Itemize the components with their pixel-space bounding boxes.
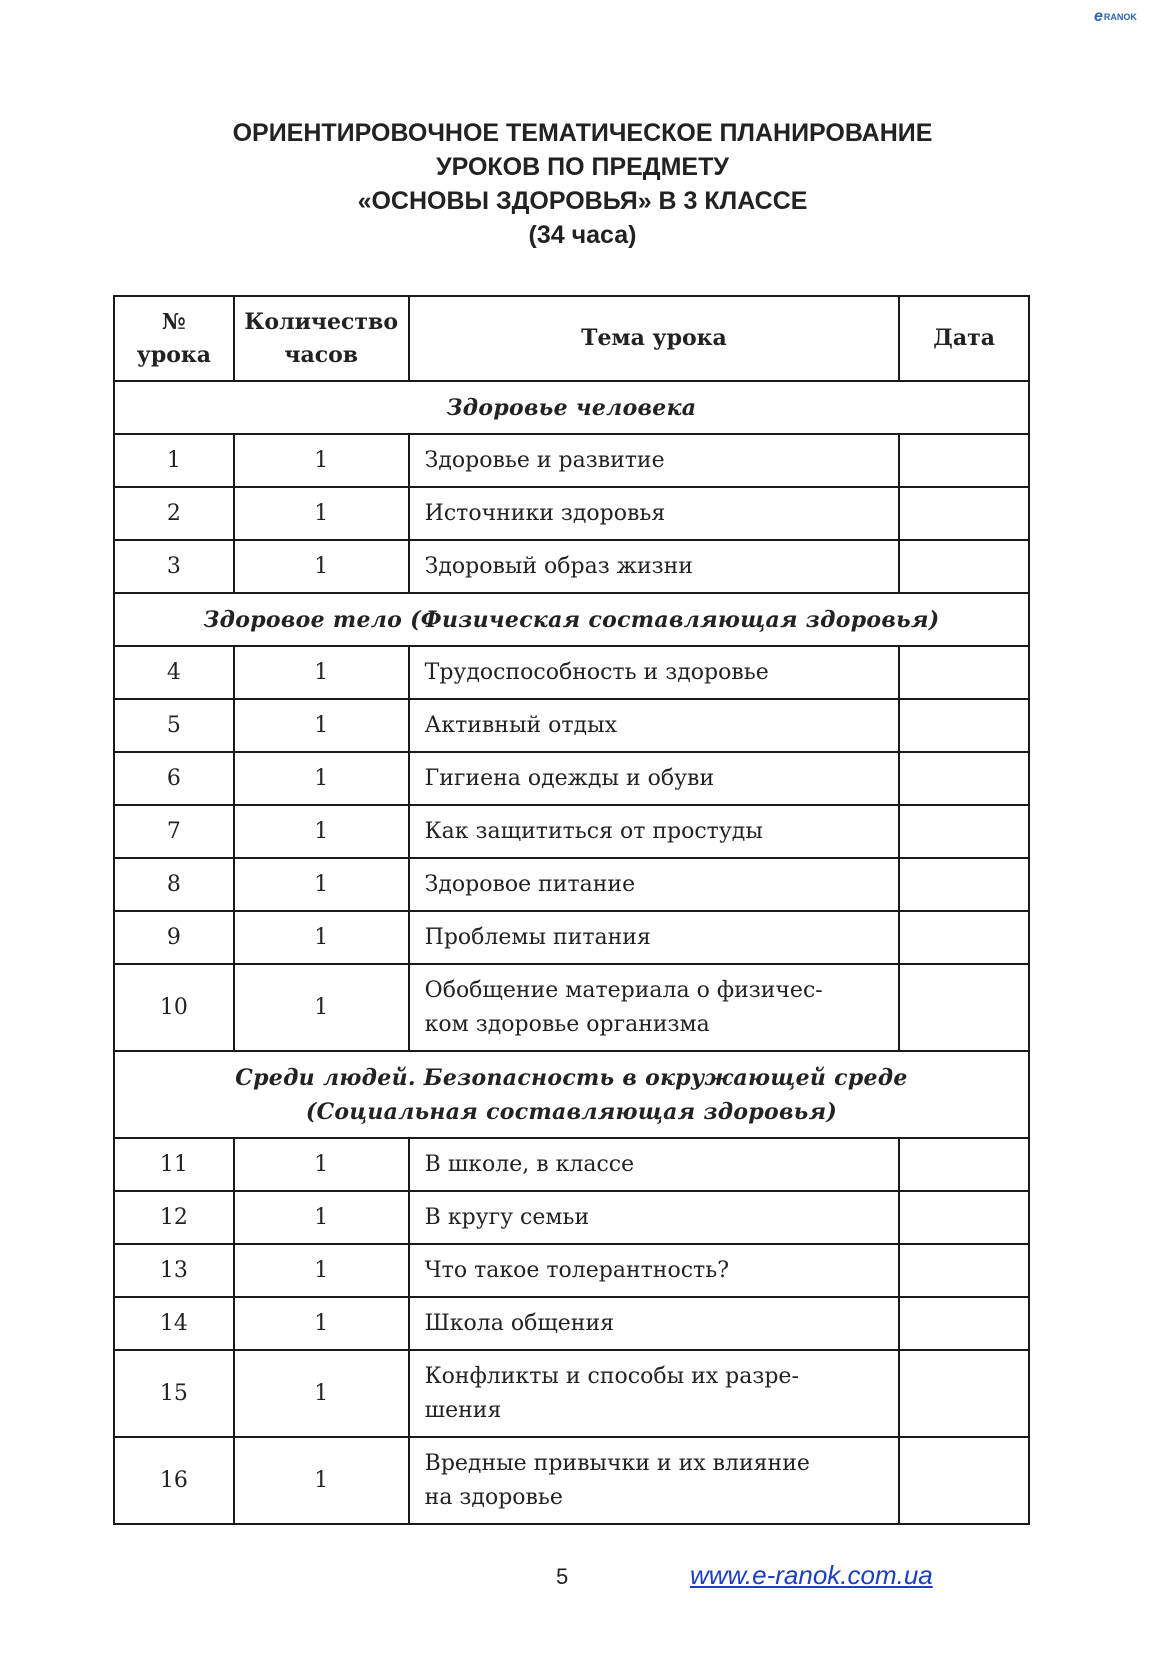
lesson-number: 9 bbox=[114, 911, 234, 964]
lesson-plan-table bbox=[113, 295, 1030, 1525]
logo-text: RANOK bbox=[1103, 12, 1137, 22]
table-row bbox=[114, 699, 1029, 752]
lesson-topic: В кругу семьи bbox=[409, 1191, 900, 1244]
table-row bbox=[114, 434, 1029, 487]
lesson-date bbox=[899, 858, 1029, 911]
lesson-topic bbox=[409, 964, 900, 1051]
lesson-topic: Школа общения bbox=[409, 1297, 900, 1350]
lesson-number: 6 bbox=[114, 752, 234, 805]
header-hours-line2: часов bbox=[284, 341, 359, 368]
section-title-line1: Среди людей. Безопасность в окружающей среде bbox=[235, 1064, 908, 1091]
lesson-date bbox=[899, 699, 1029, 752]
lesson-date bbox=[899, 805, 1029, 858]
logo-mark: e bbox=[1094, 8, 1103, 25]
table-row bbox=[114, 646, 1029, 699]
lesson-date bbox=[899, 1191, 1029, 1244]
lesson-hours: 1 bbox=[234, 699, 409, 752]
table-row bbox=[114, 805, 1029, 858]
lesson-number: 14 bbox=[114, 1297, 234, 1350]
section-title bbox=[114, 1051, 1029, 1138]
table-row bbox=[114, 1244, 1029, 1297]
lesson-number: 7 bbox=[114, 805, 234, 858]
header-lesson-number bbox=[114, 296, 234, 381]
lesson-topic bbox=[409, 1437, 900, 1524]
table-header-row bbox=[114, 296, 1029, 381]
lesson-date bbox=[899, 1138, 1029, 1191]
title-line-3: «ОСНОВЫ ЗДОРОВЬЯ» В 3 КЛАССЕ bbox=[357, 187, 808, 215]
lesson-topic: Гигиена одежды и обуви bbox=[409, 752, 900, 805]
lesson-hours: 1 bbox=[234, 911, 409, 964]
website-link[interactable]: www.e-ranok.com.ua bbox=[690, 1560, 933, 1590]
lesson-date bbox=[899, 1297, 1029, 1350]
table-row bbox=[114, 1191, 1029, 1244]
lesson-topic: Здоровый образ жизни bbox=[409, 540, 900, 593]
title-line-4: (34 часа) bbox=[528, 221, 637, 249]
lesson-hours: 1 bbox=[234, 1244, 409, 1297]
lesson-topic-line1: Вредные привычки и их влияние bbox=[424, 1450, 810, 1476]
lesson-date bbox=[899, 1437, 1029, 1524]
lesson-number: 10 bbox=[114, 964, 234, 1051]
title-line-2: УРОКОВ ПО ПРЕДМЕТУ bbox=[436, 153, 729, 181]
lesson-topic-line1: Конфликты и способы их разре- bbox=[424, 1363, 799, 1389]
lesson-date bbox=[899, 752, 1029, 805]
table-row bbox=[114, 752, 1029, 805]
lesson-number: 8 bbox=[114, 858, 234, 911]
lesson-topic: Что такое толерантность? bbox=[409, 1244, 900, 1297]
lesson-hours: 1 bbox=[234, 540, 409, 593]
lesson-hours: 1 bbox=[234, 1350, 409, 1437]
table-row bbox=[114, 911, 1029, 964]
lesson-hours: 1 bbox=[234, 858, 409, 911]
lesson-number: 5 bbox=[114, 699, 234, 752]
section-title-line2: (Социальная составляющая здоровья) bbox=[305, 1098, 838, 1125]
lesson-topic: В школе, в классе bbox=[409, 1138, 900, 1191]
lesson-number: 4 bbox=[114, 646, 234, 699]
publisher-logo bbox=[1094, 6, 1154, 28]
lesson-hours: 1 bbox=[234, 752, 409, 805]
lesson-date bbox=[899, 487, 1029, 540]
lesson-hours: 1 bbox=[234, 1138, 409, 1191]
section-title: Здоровье человека bbox=[114, 381, 1029, 434]
lesson-topic-line1: Обобщение материала о физичес- bbox=[424, 977, 823, 1003]
lesson-hours: 1 bbox=[234, 1191, 409, 1244]
lesson-topic: Как защититься от простуды bbox=[409, 805, 900, 858]
lesson-date bbox=[899, 964, 1029, 1051]
table-row bbox=[114, 964, 1029, 1051]
table-row bbox=[114, 1350, 1029, 1437]
lesson-topic-line2: на здоровье bbox=[424, 1484, 563, 1510]
title-line-1: ОРИЕНТИРОВОЧНОЕ ТЕМАТИЧЕСКОЕ ПЛАНИРОВАНИЕ bbox=[232, 119, 933, 147]
lesson-number: 16 bbox=[114, 1437, 234, 1524]
header-hours bbox=[234, 296, 409, 381]
lesson-date bbox=[899, 646, 1029, 699]
lesson-date bbox=[899, 911, 1029, 964]
header-topic: Тема урока bbox=[409, 296, 900, 381]
lesson-number: 11 bbox=[114, 1138, 234, 1191]
lesson-topic: Источники здоровья bbox=[409, 487, 900, 540]
lesson-topic bbox=[409, 1350, 900, 1437]
lesson-topic-line2: ком здоровье организма bbox=[424, 1011, 710, 1037]
lesson-hours: 1 bbox=[234, 1437, 409, 1524]
lesson-number: 1 bbox=[114, 434, 234, 487]
table-row bbox=[114, 858, 1029, 911]
section-row bbox=[114, 381, 1029, 434]
lesson-hours: 1 bbox=[234, 487, 409, 540]
lesson-number: 3 bbox=[114, 540, 234, 593]
table-row bbox=[114, 1138, 1029, 1191]
lesson-hours: 1 bbox=[234, 805, 409, 858]
lesson-date bbox=[899, 1244, 1029, 1297]
lesson-date bbox=[899, 434, 1029, 487]
lesson-hours: 1 bbox=[234, 964, 409, 1051]
header-hours-line1: Количество bbox=[244, 308, 399, 335]
lesson-topic-line2: шения bbox=[424, 1397, 502, 1423]
header-num-line2: урока bbox=[136, 341, 212, 368]
header-num-line1: № bbox=[161, 308, 186, 335]
section-title: Здоровое тело (Физическая составляющая здоровья) bbox=[114, 593, 1029, 646]
header-date: Дата bbox=[899, 296, 1029, 381]
table-row bbox=[114, 487, 1029, 540]
table-row bbox=[114, 1297, 1029, 1350]
lesson-topic: Здоровье и развитие bbox=[409, 434, 900, 487]
lesson-hours: 1 bbox=[234, 646, 409, 699]
lesson-topic: Проблемы питания bbox=[409, 911, 900, 964]
lesson-number: 15 bbox=[114, 1350, 234, 1437]
lesson-topic: Здоровое питание bbox=[409, 858, 900, 911]
lesson-topic: Трудоспособность и здоровье bbox=[409, 646, 900, 699]
lesson-hours: 1 bbox=[234, 1297, 409, 1350]
lesson-topic: Активный отдых bbox=[409, 699, 900, 752]
lesson-number: 2 bbox=[114, 487, 234, 540]
table-row bbox=[114, 1437, 1029, 1524]
section-row bbox=[114, 593, 1029, 646]
lesson-hours: 1 bbox=[234, 434, 409, 487]
lesson-date bbox=[899, 540, 1029, 593]
table-row bbox=[114, 540, 1029, 593]
page-title bbox=[0, 116, 1165, 252]
lesson-number: 13 bbox=[114, 1244, 234, 1297]
lesson-date bbox=[899, 1350, 1029, 1437]
section-row bbox=[114, 1051, 1029, 1138]
page-number: 5 bbox=[556, 1564, 569, 1589]
lesson-number: 12 bbox=[114, 1191, 234, 1244]
